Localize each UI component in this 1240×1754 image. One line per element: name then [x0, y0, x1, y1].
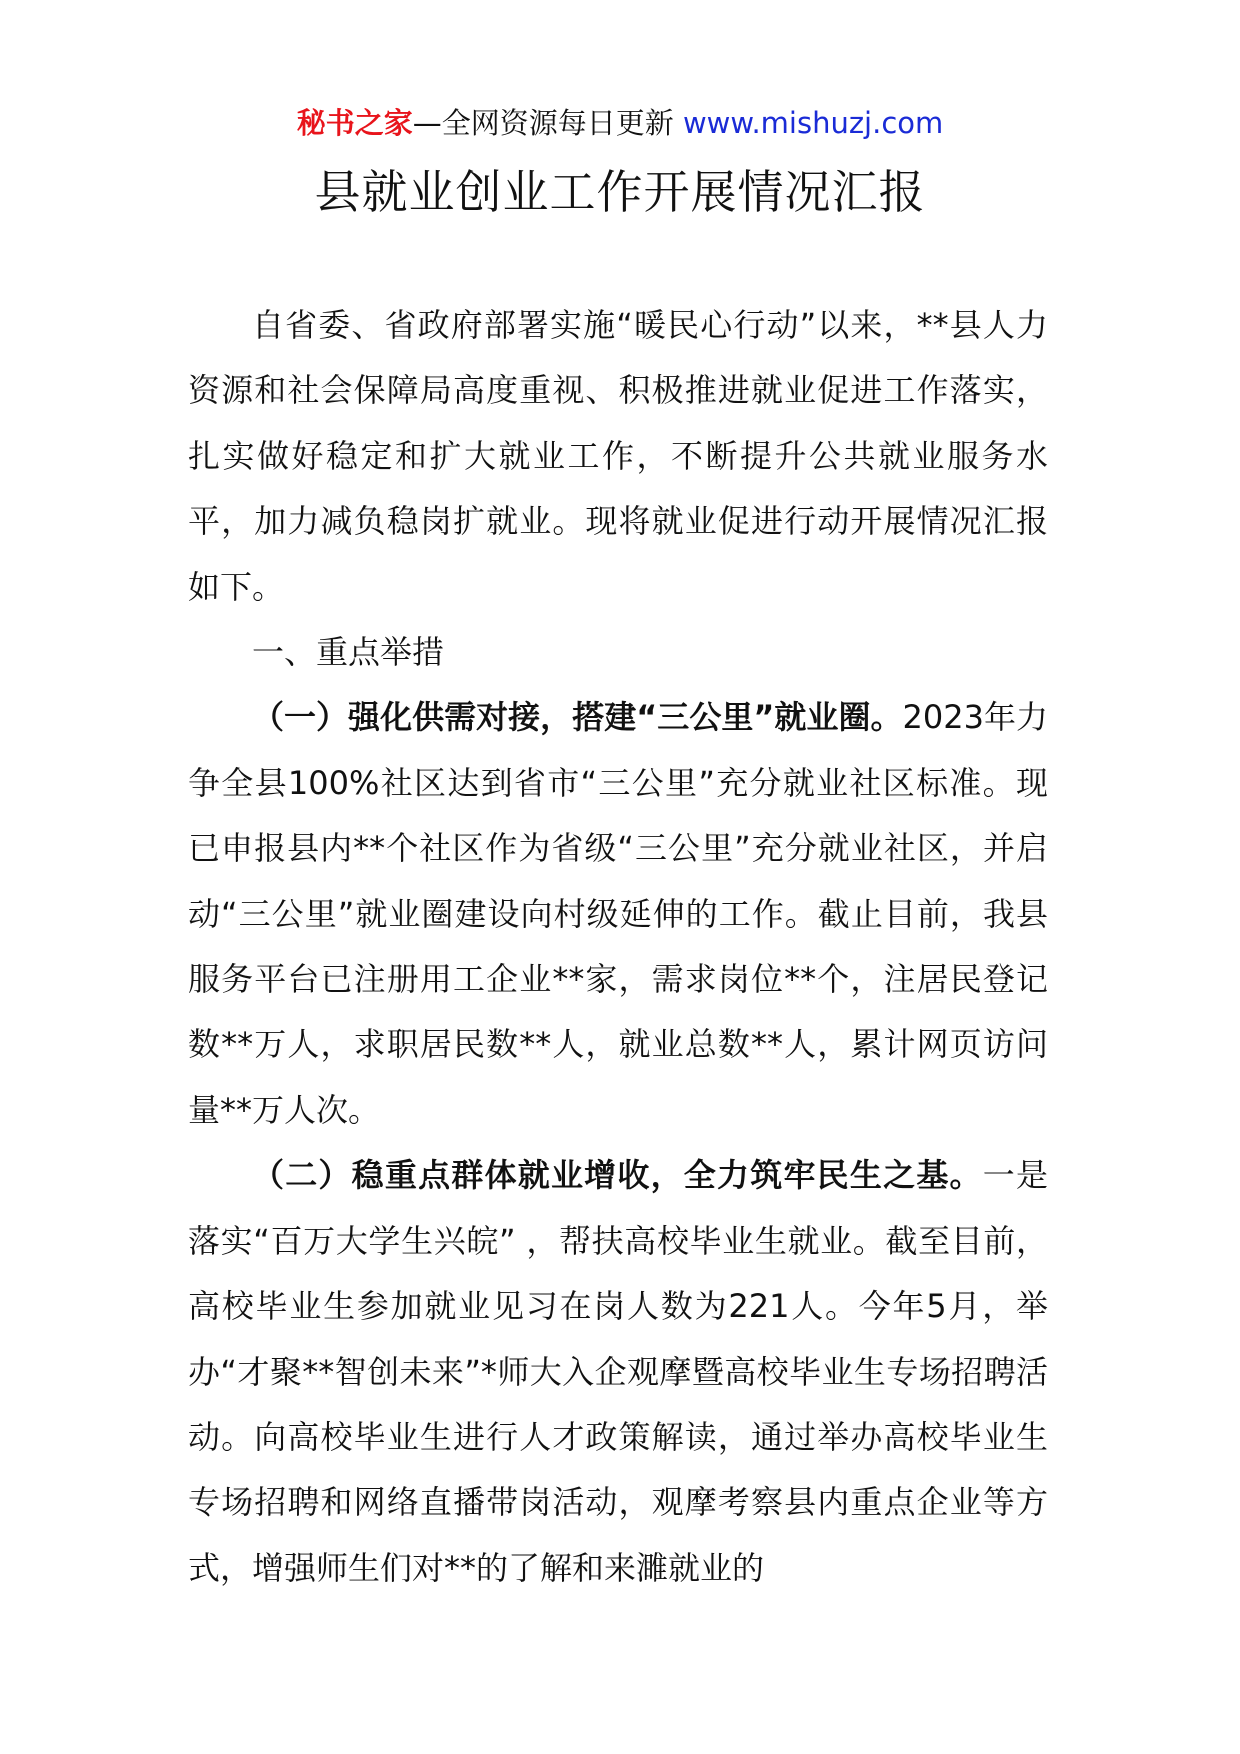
- banner-url-link[interactable]: www.mishuzj.com: [682, 106, 944, 140]
- banner-slogan: —全网资源每日更新: [412, 106, 683, 140]
- item2-paragraph: [188, 1143, 1048, 1601]
- document-body: [188, 293, 1048, 1601]
- banner-brand: 秘书之家: [296, 106, 413, 140]
- item1-heading: （一）强化供需对接，搭建“三公里”就业圈。: [252, 698, 903, 737]
- site-banner: [0, 103, 1240, 143]
- item1-body: 2023年力争全县100%社区达到省市“三公里”充分就业社区标准。现已申报县内**个社区作为省级“三公里”充分就业社区，并启动“三公里”就业圈建设向村级延伸的工作。截止目前，我县服务平台已注册用工企业**家，需求岗位**个，注居民登记数**万人，求职居民数**人，就业总数**人，累计网页访问量**万人次。: [188, 698, 1048, 1129]
- section-heading: 一、重点举措: [252, 633, 445, 672]
- item2-heading: （二）稳重点群体就业增收，全力筑牢民生之基。: [252, 1156, 983, 1195]
- document-title: 县就业创业工作开展情况汇报: [314, 165, 926, 219]
- intro-paragraph: 自省委、省政府部署实施“暖民心行动”以来，**县人力资源和社会保障局高度重视、积极推进就业促进工作落实，扎实做好稳定和扩大就业工作，不断提升公共就业服务水平，加力减负稳岗扩就业。现将就业促进行动开展情况汇报如下。: [188, 306, 1048, 606]
- item2-body: 一是落实“百万大学生兴皖” ，帮扶高校毕业生就业。截至目前，高校毕业生参加就业见习在岗人数为221人。今年5月，举办“才聚**智创未来”*师大入企观摩暨高校毕业生专场招聘活动。向高校毕业生进行人才政策解读，通过举办高校毕业生专场招聘和网络直播带岗活动，观摩考察县内重点企业等方式，增强师生们对**的了解和来濉就业的: [188, 1156, 1048, 1587]
- item1-paragraph: [188, 685, 1048, 1143]
